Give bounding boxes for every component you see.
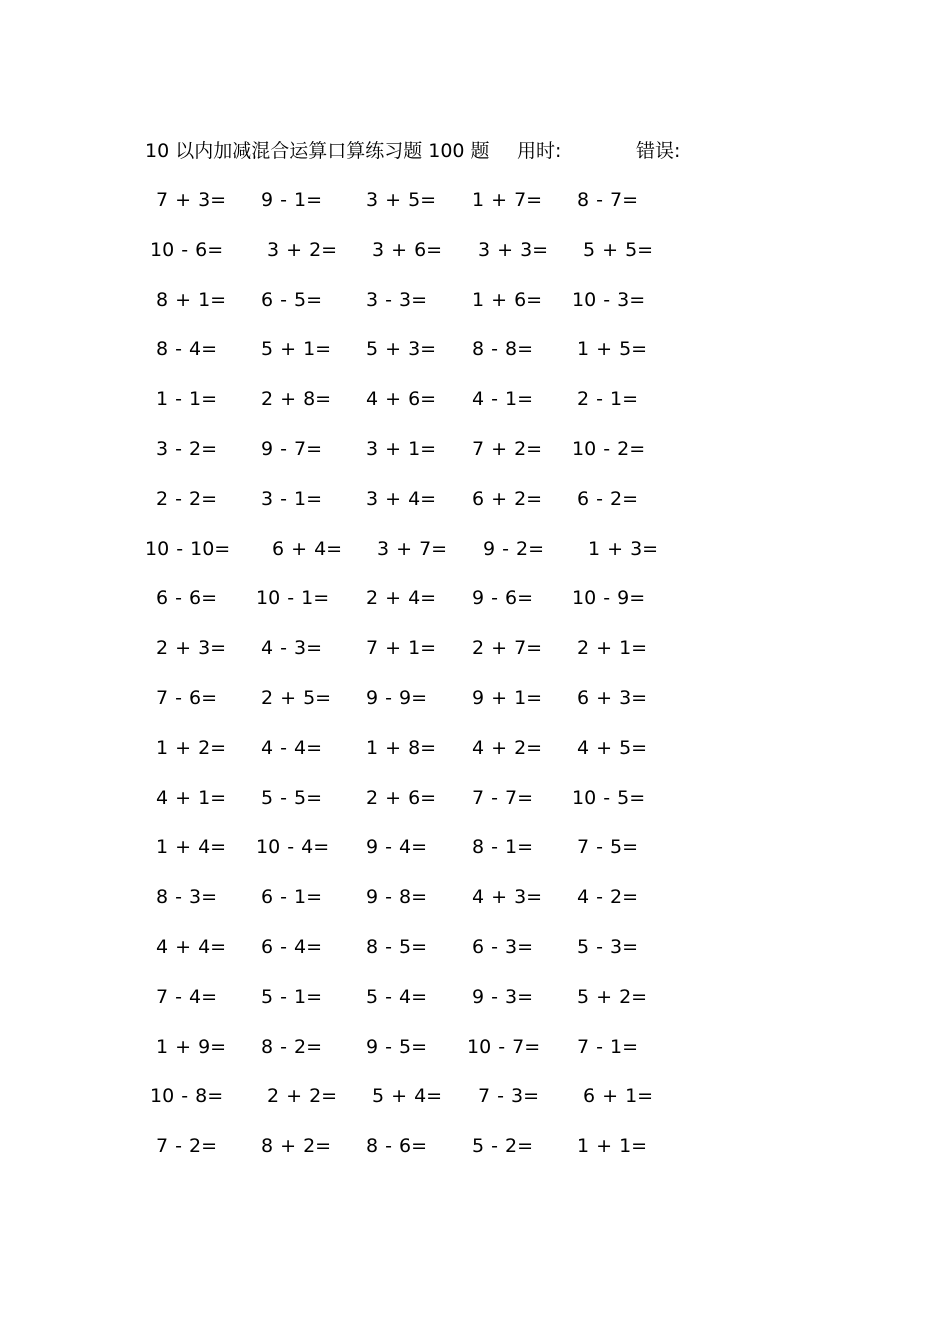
problem-cell: 3 - 2=: [156, 438, 218, 460]
problem-row: [0, 534, 950, 564]
problem-row: [0, 1032, 950, 1062]
problem-cell: 10 - 5=: [572, 786, 646, 809]
problem-cell: 8 - 1=: [472, 836, 534, 859]
problem-cell: 2 + 7=: [472, 637, 543, 660]
problem-cell: 6 + 4=: [272, 537, 343, 560]
problem-row: [0, 185, 950, 215]
problem-row: [0, 783, 950, 813]
problem-row: [0, 733, 950, 763]
problem-cell: 9 - 2=: [483, 537, 545, 560]
problem-cell: 7 - 2=: [156, 1135, 218, 1158]
problem-cell: 1 + 5=: [577, 338, 648, 361]
problem-cell: 3 + 4=: [366, 487, 437, 510]
problem-cell: 7 - 4=: [156, 985, 218, 1008]
problem-cell: 2 + 1=: [577, 637, 648, 660]
problem-row: [0, 334, 950, 364]
problem-cell: 5 - 1=: [261, 985, 323, 1008]
problem-cell: 10 - 9=: [572, 587, 646, 610]
problem-cell: 10 - 4=: [256, 836, 330, 859]
problem-cell: 4 - 1=: [472, 388, 534, 411]
problem-cell: 1 + 4=: [156, 836, 227, 859]
problem-cell: 5 - 2=: [472, 1135, 534, 1158]
problem-row: [0, 932, 950, 962]
problem-row: [0, 683, 950, 713]
problem-cell: 8 + 1=: [156, 288, 227, 311]
problem-cell: 6 - 6=: [156, 587, 218, 610]
problem-cell: 6 - 4=: [261, 936, 323, 958]
problem-cell: 1 + 6=: [472, 288, 543, 311]
problem-row: [0, 982, 950, 1012]
problem-cell: 9 - 9=: [366, 687, 428, 709]
problem-cell: 6 - 5=: [261, 288, 323, 311]
problem-cell: 5 + 1=: [261, 338, 332, 361]
problem-cell: 7 - 5=: [577, 836, 639, 859]
problem-cell: 9 - 8=: [366, 886, 428, 909]
problem-cell: 2 + 5=: [261, 687, 332, 709]
problem-cell: 10 - 2=: [572, 438, 646, 460]
problem-cell: 8 - 5=: [366, 936, 428, 958]
problem-cell: 6 + 3=: [577, 687, 648, 709]
problem-cell: 8 - 2=: [261, 1035, 323, 1058]
problem-row: [0, 434, 950, 464]
problem-cell: 4 + 2=: [472, 736, 543, 759]
problem-cell: 2 + 3=: [156, 637, 227, 660]
problem-cell: 2 + 8=: [261, 388, 332, 411]
problem-cell: 1 + 1=: [577, 1135, 648, 1158]
problem-row: [0, 882, 950, 912]
problem-cell: 7 + 3=: [156, 189, 227, 211]
problem-cell: 5 - 4=: [366, 985, 428, 1008]
problem-cell: 2 + 4=: [366, 587, 437, 610]
problem-cell: 7 - 3=: [478, 1085, 540, 1108]
problem-row: [0, 1081, 950, 1111]
problem-cell: 4 + 1=: [156, 786, 227, 809]
problem-cell: 9 + 1=: [472, 687, 543, 709]
problem-cell: 3 - 3=: [366, 288, 428, 311]
problem-cell: 3 + 5=: [366, 189, 437, 211]
problem-cell: 9 - 6=: [472, 587, 534, 610]
problem-cell: 10 - 1=: [256, 587, 330, 610]
problem-cell: 8 + 2=: [261, 1135, 332, 1158]
problem-cell: 5 + 4=: [372, 1085, 443, 1108]
problem-cell: 4 + 6=: [366, 388, 437, 411]
problem-cell: 6 - 2=: [577, 487, 639, 510]
problem-cell: 10 - 8=: [150, 1085, 224, 1108]
problem-cell: 10 - 7=: [467, 1035, 541, 1058]
problem-cell: 3 - 1=: [261, 487, 323, 510]
problem-cell: 8 - 3=: [156, 886, 218, 909]
problem-cell: 6 - 3=: [472, 936, 534, 958]
problem-cell: 8 - 8=: [472, 338, 534, 361]
problem-cell: 4 + 5=: [577, 736, 648, 759]
problem-cell: 9 - 1=: [261, 189, 323, 211]
problem-cell: 10 - 6=: [150, 238, 224, 261]
time-label: 用时:: [517, 140, 562, 162]
problem-cell: 5 + 2=: [577, 985, 648, 1008]
problem-cell: 9 - 7=: [261, 438, 323, 460]
error-label: 错误:: [636, 140, 681, 162]
problem-row: [0, 1131, 950, 1161]
problem-cell: 7 - 7=: [472, 786, 534, 809]
problem-cell: 1 + 7=: [472, 189, 543, 211]
problem-cell: 5 - 3=: [577, 936, 639, 958]
problem-row: [0, 633, 950, 663]
problem-cell: 5 + 3=: [366, 338, 437, 361]
problem-cell: 9 - 3=: [472, 985, 534, 1008]
problem-cell: 6 - 1=: [261, 886, 323, 909]
worksheet-title: 10 以内加减混合运算口算练习题 100 题: [145, 140, 490, 162]
problem-cell: 6 + 2=: [472, 487, 543, 510]
problem-cell: 1 + 9=: [156, 1035, 227, 1058]
problem-cell: 8 - 7=: [577, 189, 639, 211]
problem-cell: 9 - 5=: [366, 1035, 428, 1058]
problem-cell: 7 + 2=: [472, 438, 543, 460]
problem-row: [0, 832, 950, 862]
problem-cell: 5 + 5=: [583, 238, 654, 261]
problem-cell: 3 + 1=: [366, 438, 437, 460]
problem-cell: 7 + 1=: [366, 637, 437, 660]
problem-cell: 3 + 2=: [267, 238, 338, 261]
problem-cell: 2 - 1=: [577, 388, 639, 411]
problem-cell: 2 + 2=: [267, 1085, 338, 1108]
problem-row: [0, 235, 950, 265]
problem-cell: 8 - 6=: [366, 1135, 428, 1158]
problem-cell: 4 + 3=: [472, 886, 543, 909]
problem-cell: 1 + 8=: [366, 736, 437, 759]
problem-cell: 6 + 1=: [583, 1085, 654, 1108]
problem-cell: 1 - 1=: [156, 388, 218, 411]
problem-row: [0, 484, 950, 514]
problem-cell: 5 - 5=: [261, 786, 323, 809]
problem-cell: 4 + 4=: [156, 936, 227, 958]
problem-cell: 1 + 2=: [156, 736, 227, 759]
problem-cell: 1 + 3=: [588, 537, 659, 560]
problem-cell: 8 - 4=: [156, 338, 218, 361]
problem-cell: 9 - 4=: [366, 836, 428, 859]
problem-cell: 10 - 10=: [145, 537, 231, 560]
problem-cell: 10 - 3=: [572, 288, 646, 311]
problem-cell: 4 - 3=: [261, 637, 323, 660]
problem-cell: 3 + 3=: [478, 238, 549, 261]
problem-cell: 2 + 6=: [366, 786, 437, 809]
problem-cell: 3 + 7=: [377, 537, 448, 560]
problem-cell: 2 - 2=: [156, 487, 218, 510]
problem-row: [0, 583, 950, 613]
problem-cell: 4 - 2=: [577, 886, 639, 909]
problem-cell: 7 - 6=: [156, 687, 218, 709]
problem-cell: 7 - 1=: [577, 1035, 639, 1058]
problem-row: [0, 285, 950, 315]
problem-cell: 4 - 4=: [261, 736, 323, 759]
problem-row: [0, 384, 950, 414]
problem-cell: 3 + 6=: [372, 238, 443, 261]
